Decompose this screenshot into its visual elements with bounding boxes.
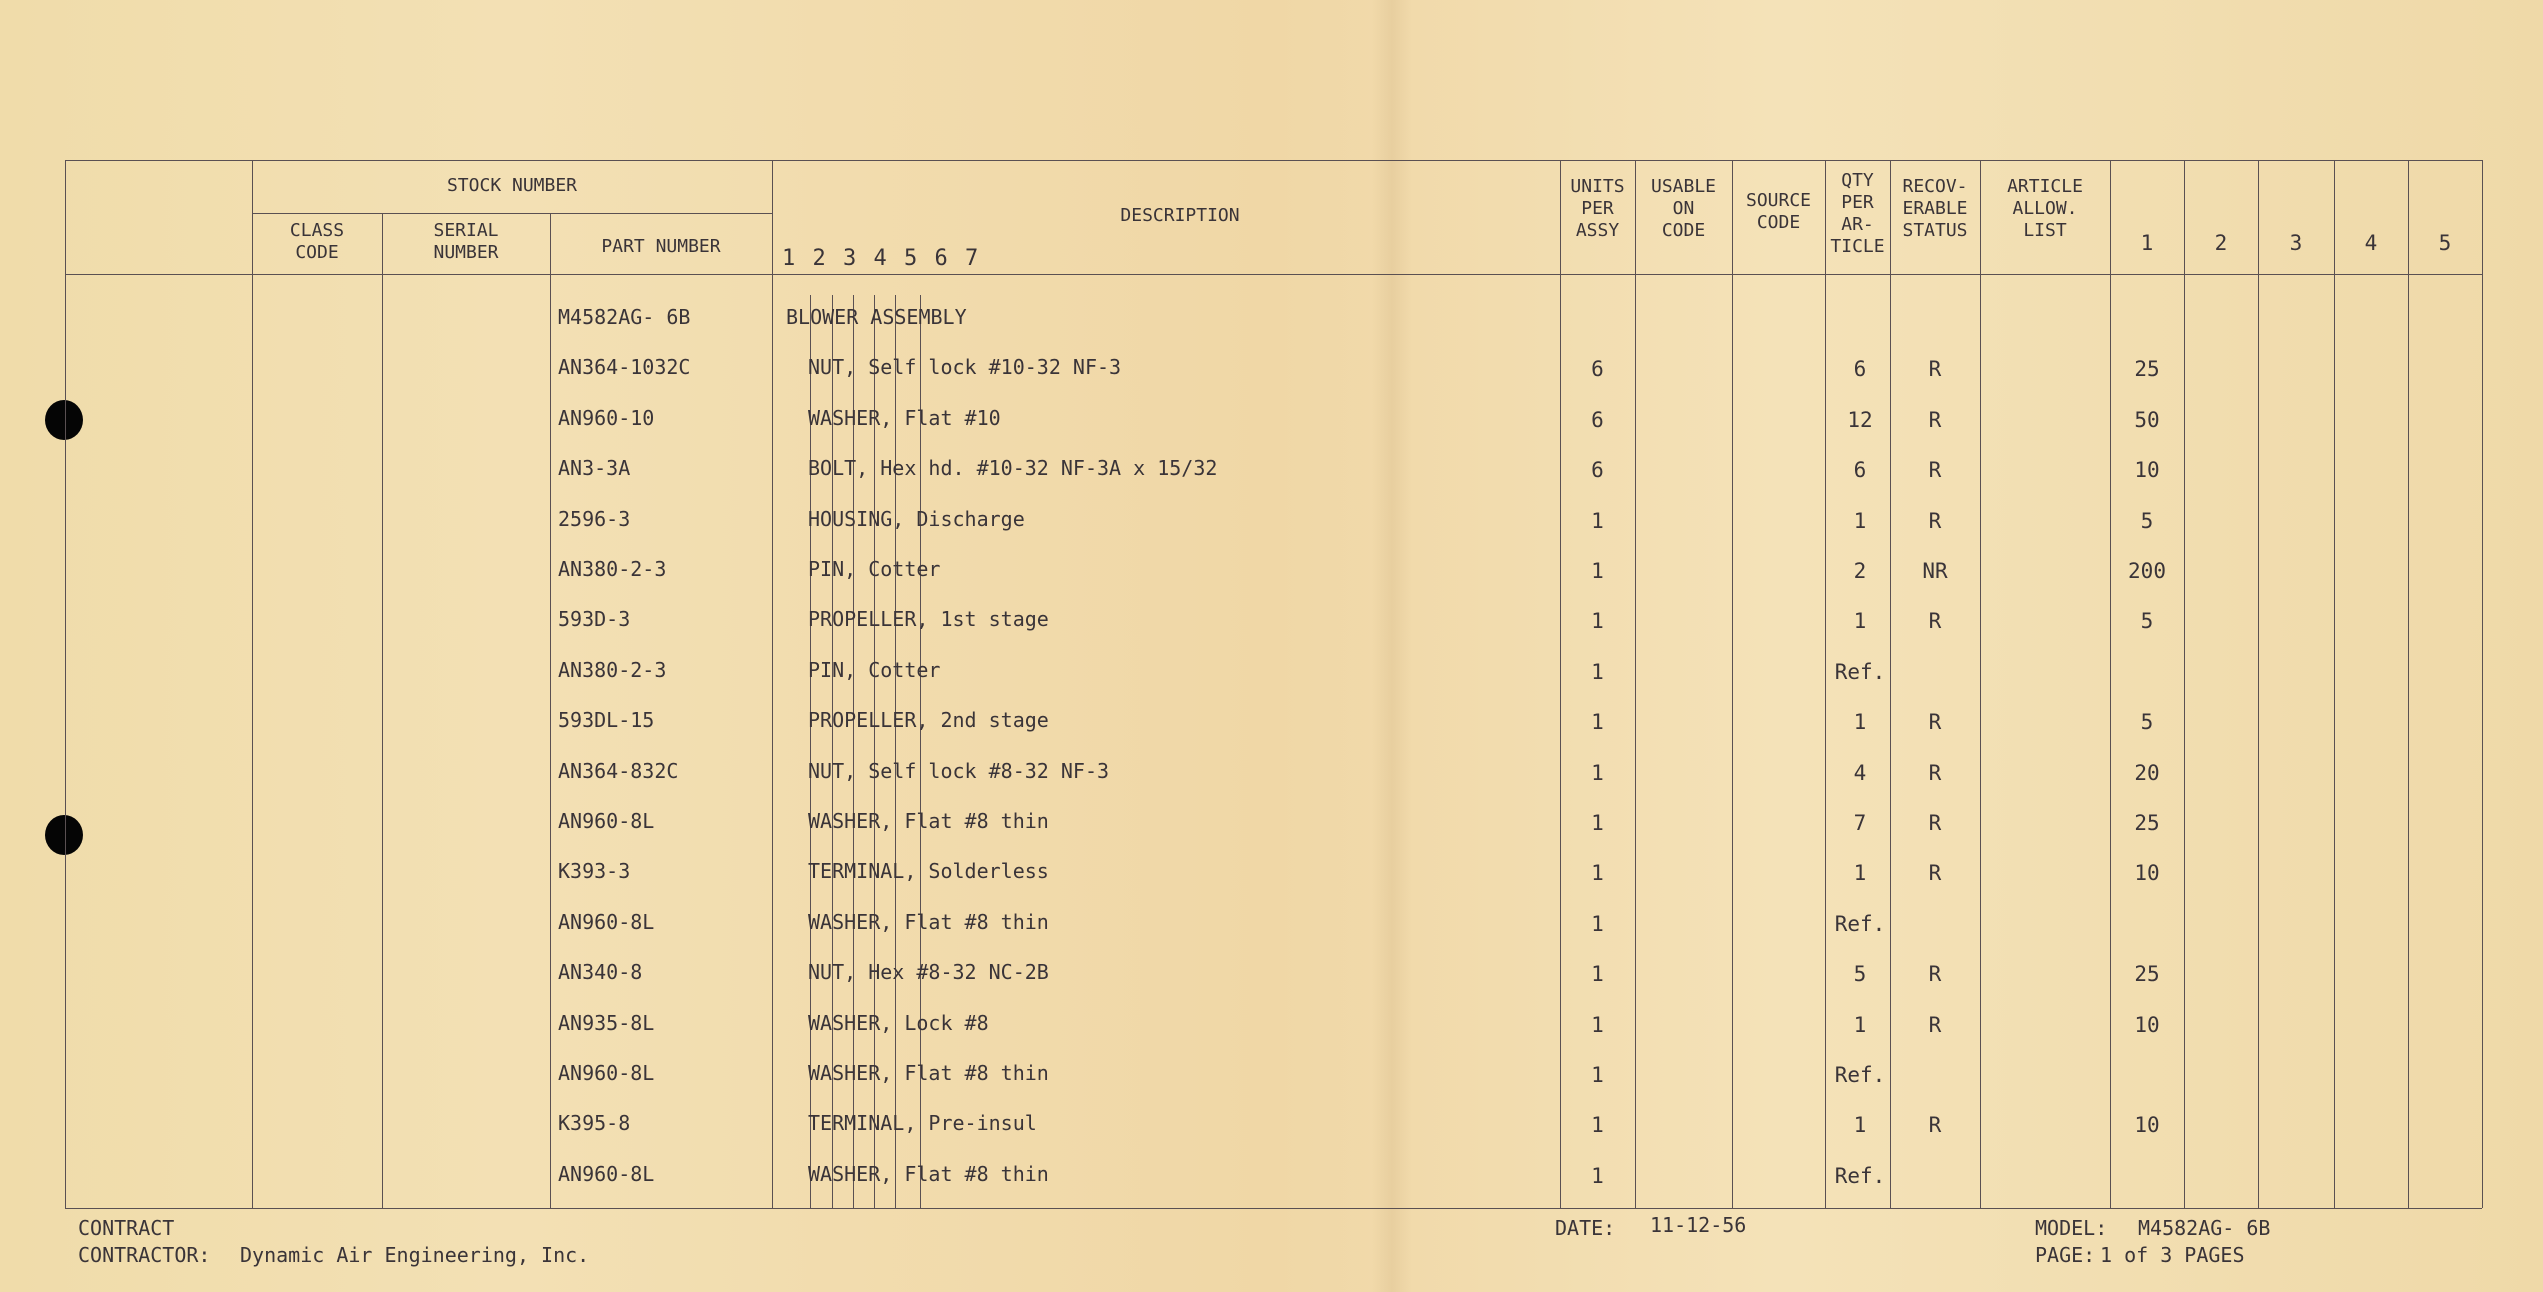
allow-col1: 5 [2140,609,2154,634]
description: TERMINAL, Solderless [808,859,1049,884]
part-number: 593DL-15 [558,708,655,733]
recoverable-status: R [1928,1113,1942,1138]
source-code-header: SOURCE CODE [1745,190,1812,233]
qty-per-article: 2 [1853,559,1867,583]
units-per-assy: 1 [1591,710,1604,735]
stock-number-header: STOCK NUMBER [446,175,578,196]
units-per-assy: 1 [1591,1063,1604,1087]
description: PIN, Cotter [808,557,941,581]
recoverable-status: R [1928,407,1942,432]
qty-per-article: 6 [1853,357,1867,382]
part-number: AN364-1032C [558,355,691,380]
qty-per-article: 1 [1853,1113,1867,1138]
col1-header: 1 [2140,231,2154,255]
model-label: MODEL: [2035,1216,2108,1240]
qty-per-article: 7 [1853,811,1867,835]
part-number: AN935-8L [558,1010,655,1035]
part-number: AN960-8L [558,909,655,934]
units-per-assy: 1 [1591,508,1604,533]
allow-col1: 20 [2134,760,2160,785]
description: TERMINAL, Pre-insul [808,1111,1037,1136]
recoverable-status: R [1928,508,1942,533]
indent-levels-header: 1 2 3 4 5 6 7 [782,246,981,271]
units-per-assy: 1 [1591,911,1604,936]
description-header: DESCRIPTION [1120,205,1240,226]
units-per-assy: 1 [1591,760,1604,785]
part-number: AN3-3A [558,456,631,481]
usable-on-code-header: USABLE ON CODE [1650,176,1717,241]
qty-per-article: Ref. [1834,1163,1886,1188]
class-code-header: CLASS CODE [289,220,345,263]
description: WASHER, Flat #8 thin [808,809,1049,833]
recoverable-status: R [1928,458,1942,483]
part-number: AN960-10 [558,405,655,430]
units-per-assy: 1 [1591,861,1604,886]
description: WASHER, Flat #8 thin [808,909,1049,934]
contract-label: CONTRACT [78,1216,175,1240]
recoverable-status: R [1928,861,1942,886]
description: PROPELLER, 1st stage [808,607,1049,632]
qty-per-article: 4 [1853,760,1867,785]
qty-per-article: Ref. [1834,659,1886,684]
description: WASHER, Flat #8 thin [808,1161,1049,1186]
part-number: 593D-3 [558,607,631,632]
units-per-assy: 1 [1591,559,1604,583]
part-number: AN960-8L [558,1061,655,1085]
qty-per-article: 12 [1847,407,1873,432]
units-per-assy: 1 [1591,811,1604,835]
allow-col1: 25 [2134,811,2160,835]
col5-header: 5 [2438,231,2452,255]
units-per-assy: 6 [1591,407,1604,432]
units-per-assy: 1 [1591,1012,1604,1037]
description: HOUSING, Discharge [808,506,1025,531]
recoverable-status: R [1928,1012,1942,1037]
qty-per-article: 1 [1853,609,1867,634]
description: PROPELLER, 2nd stage [808,708,1049,733]
recoverable-status: NR [1922,559,1948,583]
qty-per-article: Ref. [1834,1063,1886,1087]
recoverable-status-header: RECOV- ERABLE STATUS [1902,176,1968,241]
units-per-assy: 6 [1591,458,1604,483]
description: NUT, Self lock #8-32 NF-3 [808,758,1110,783]
qty-per-article: 1 [1853,1012,1867,1037]
date-label: DATE: [1555,1216,1616,1240]
punch-hole-top [45,400,83,440]
part-number-header: PART NUMBER [601,236,721,257]
description: BLOWER ASSEMBLY [786,305,967,329]
units-per-assy: 6 [1591,357,1604,382]
part-number: AN960-8L [558,1161,655,1186]
recoverable-status: R [1928,357,1942,382]
allow-col1: 25 [2134,962,2160,987]
part-number: AN340-8 [558,960,643,985]
part-number: K393-3 [558,859,631,884]
allow-col1: 10 [2134,458,2160,483]
units-per-assy-header: UNITS PER ASSY [1570,176,1625,241]
description: PIN, Cotter [808,657,941,682]
qty-per-article: 1 [1853,710,1867,735]
qty-per-article-header: QTY PER AR- TICLE [1830,170,1885,257]
allow-col1: 25 [2134,357,2160,382]
col4-header: 4 [2364,231,2378,255]
description: WASHER, Lock #8 [808,1010,989,1035]
allow-col1: 5 [2140,710,2154,735]
description: BOLT, Hex hd. #10-32 NF-3A x 15/32 [808,456,1218,481]
qty-per-article: 5 [1853,962,1867,987]
recoverable-status: R [1928,760,1942,785]
part-number: AN380-2-3 [558,657,667,682]
allow-col1: 10 [2134,1012,2160,1037]
description: WASHER, Flat #10 [808,405,1001,430]
description: NUT, Hex #8-32 NC-2B [808,960,1049,985]
contractor-value: Dynamic Air Engineering, Inc. [240,1243,590,1267]
units-per-assy: 1 [1591,659,1604,684]
allow-col1: 200 [2128,559,2166,583]
allow-col1: 5 [2140,508,2154,533]
units-per-assy: 1 [1591,1113,1604,1138]
part-number: AN960-8L [558,809,655,833]
qty-per-article: Ref. [1834,911,1886,936]
qty-per-article: 6 [1853,458,1867,483]
description: NUT, Self lock #10-32 NF-3 [808,355,1122,380]
col2-header: 2 [2214,231,2228,255]
description: WASHER, Flat #8 thin [808,1061,1049,1085]
serial-number-header: SERIAL NUMBER [433,220,499,263]
article-allow-list-header: ARTICLE ALLOW. LIST [2007,176,2083,241]
part-number: M4582AG- 6B [558,305,691,329]
allow-col1: 50 [2134,407,2160,432]
contractor-label: CONTRACTOR: [78,1243,211,1267]
recoverable-status: R [1928,811,1942,835]
qty-per-article: 1 [1853,861,1867,886]
qty-per-article: 1 [1853,508,1867,533]
recoverable-status: R [1928,962,1942,987]
allow-col1: 10 [2134,861,2160,886]
part-number: AN364-832C [558,758,679,783]
page-value: 1 of 3 PAGES [2100,1243,2245,1267]
date-value: 11-12-56 [1650,1213,1747,1237]
units-per-assy: 1 [1591,962,1604,987]
units-per-assy: 1 [1591,609,1604,634]
punch-hole-bottom [45,815,83,855]
recoverable-status: R [1928,609,1942,634]
recoverable-status: R [1928,710,1942,735]
page-label: PAGE: [2035,1243,2096,1267]
allow-col1: 10 [2134,1113,2160,1138]
part-number: AN380-2-3 [558,557,667,581]
model-value: M4582AG- 6B [2138,1216,2271,1240]
units-per-assy: 1 [1591,1163,1604,1188]
page-fold [1372,0,1412,1292]
col3-header: 3 [2289,231,2303,255]
part-number: K395-8 [558,1111,631,1136]
part-number: 2596-3 [558,506,631,531]
